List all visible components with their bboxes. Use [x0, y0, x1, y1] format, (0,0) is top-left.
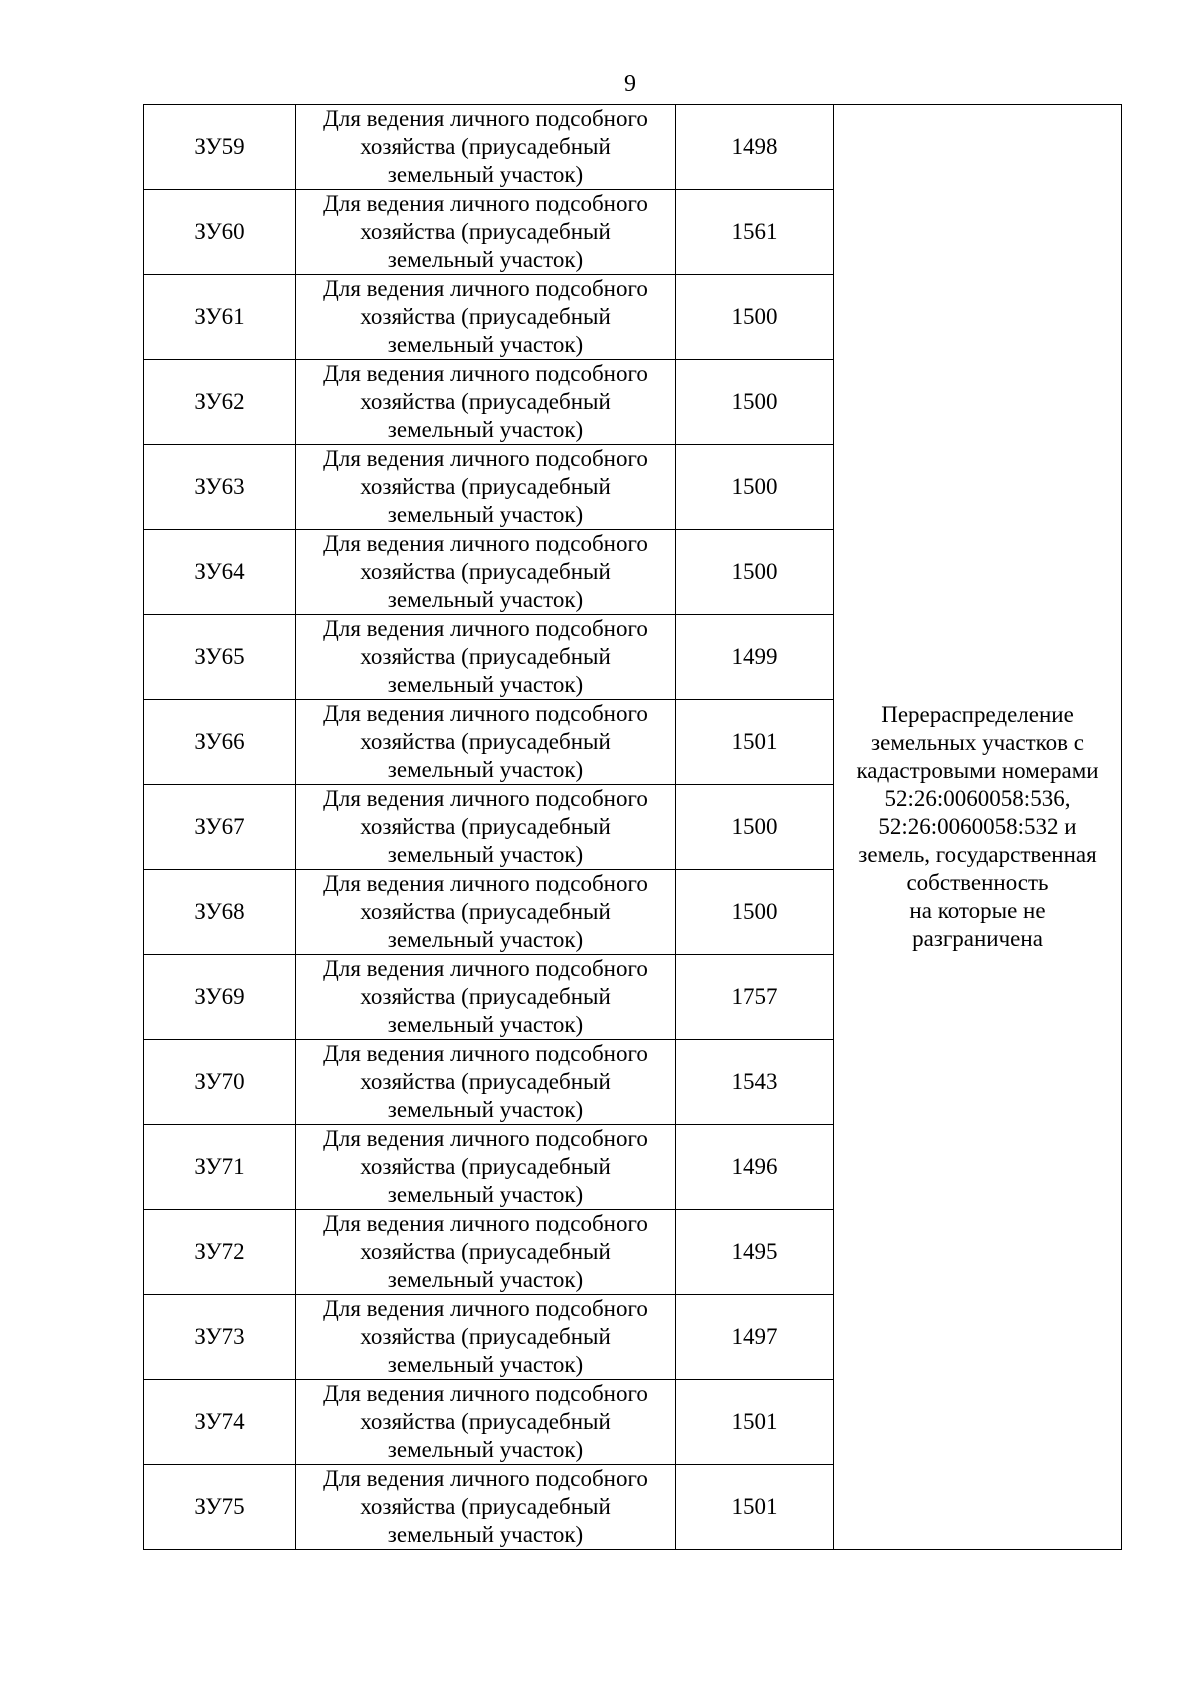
plot-area-cell: 1501 [676, 700, 834, 785]
plot-purpose-cell: Для ведения личного подсобного хозяйства (приусадебный земельный участок) [296, 1210, 676, 1295]
plot-area-cell: 1543 [676, 1040, 834, 1125]
plot-id-cell: ЗУ66 [144, 700, 296, 785]
plot-purpose-cell: Для ведения личного подсобного хозяйства (приусадебный земельный участок) [296, 870, 676, 955]
plot-purpose-cell: Для ведения личного подсобного хозяйства (приусадебный земельный участок) [296, 1295, 676, 1380]
plot-purpose-cell: Для ведения личного подсобного хозяйства (приусадебный земельный участок) [296, 105, 676, 190]
plot-id-cell: ЗУ74 [144, 1380, 296, 1465]
page-number: 9 [624, 71, 636, 97]
plot-id-cell: ЗУ65 [144, 615, 296, 700]
plot-purpose-cell: Для ведения личного подсобного хозяйства (приусадебный земельный участок) [296, 700, 676, 785]
plot-area-cell: 1500 [676, 530, 834, 615]
plot-id-cell: ЗУ68 [144, 870, 296, 955]
plot-area-cell: 1500 [676, 275, 834, 360]
plot-purpose-cell: Для ведения личного подсобного хозяйства (приусадебный земельный участок) [296, 615, 676, 700]
plot-area-cell: 1500 [676, 445, 834, 530]
plot-id-cell: ЗУ62 [144, 360, 296, 445]
plot-purpose-cell: Для ведения личного подсобного хозяйства (приусадебный земельный участок) [296, 445, 676, 530]
plot-id-cell: ЗУ75 [144, 1465, 296, 1550]
plot-area-cell: 1500 [676, 870, 834, 955]
plot-area-cell: 1499 [676, 615, 834, 700]
plot-area-cell: 1498 [676, 105, 834, 190]
plot-id-cell: ЗУ67 [144, 785, 296, 870]
plot-purpose-cell: Для ведения личного подсобного хозяйства (приусадебный земельный участок) [296, 360, 676, 445]
plot-area-cell: 1496 [676, 1125, 834, 1210]
plot-id-cell: ЗУ61 [144, 275, 296, 360]
plot-area-cell: 1495 [676, 1210, 834, 1295]
plot-id-cell: ЗУ60 [144, 190, 296, 275]
plot-purpose-cell: Для ведения личного подсобного хозяйства (приусадебный земельный участок) [296, 530, 676, 615]
plot-id-cell: ЗУ71 [144, 1125, 296, 1210]
plot-area-cell: 1500 [676, 360, 834, 445]
formation-basis-cell: Перераспределение земельных участков с кадастровыми номерами 52:26:0060058:536, 52:26:0060058:532 и земель, государственная собственность на которые не разграничена [834, 105, 1122, 1550]
plot-area-cell: 1500 [676, 785, 834, 870]
plot-purpose-cell: Для ведения личного подсобного хозяйства (приусадебный земельный участок) [296, 1380, 676, 1465]
plot-purpose-cell: Для ведения личного подсобного хозяйства (приусадебный земельный участок) [296, 955, 676, 1040]
plot-id-cell: ЗУ59 [144, 105, 296, 190]
plot-purpose-cell: Для ведения личного подсобного хозяйства (приусадебный земельный участок) [296, 275, 676, 360]
plot-id-cell: ЗУ70 [144, 1040, 296, 1125]
plot-purpose-cell: Для ведения личного подсобного хозяйства (приусадебный земельный участок) [296, 1125, 676, 1210]
table-row [144, 105, 1122, 190]
plot-area-cell: 1501 [676, 1465, 834, 1550]
plot-area-cell: 1561 [676, 190, 834, 275]
land-plots-table [143, 104, 1122, 1550]
plot-purpose-cell: Для ведения личного подсобного хозяйства (приусадебный земельный участок) [296, 1465, 676, 1550]
plot-purpose-cell: Для ведения личного подсобного хозяйства (приусадебный земельный участок) [296, 190, 676, 275]
plot-purpose-cell: Для ведения личного подсобного хозяйства (приусадебный земельный участок) [296, 785, 676, 870]
plot-area-cell: 1501 [676, 1380, 834, 1465]
plot-id-cell: ЗУ69 [144, 955, 296, 1040]
plot-id-cell: ЗУ72 [144, 1210, 296, 1295]
plot-id-cell: ЗУ73 [144, 1295, 296, 1380]
plot-area-cell: 1497 [676, 1295, 834, 1380]
plot-id-cell: ЗУ64 [144, 530, 296, 615]
plot-purpose-cell: Для ведения личного подсобного хозяйства (приусадебный земельный участок) [296, 1040, 676, 1125]
plot-id-cell: ЗУ63 [144, 445, 296, 530]
land-plots-table-body [144, 105, 1122, 1550]
plot-area-cell: 1757 [676, 955, 834, 1040]
